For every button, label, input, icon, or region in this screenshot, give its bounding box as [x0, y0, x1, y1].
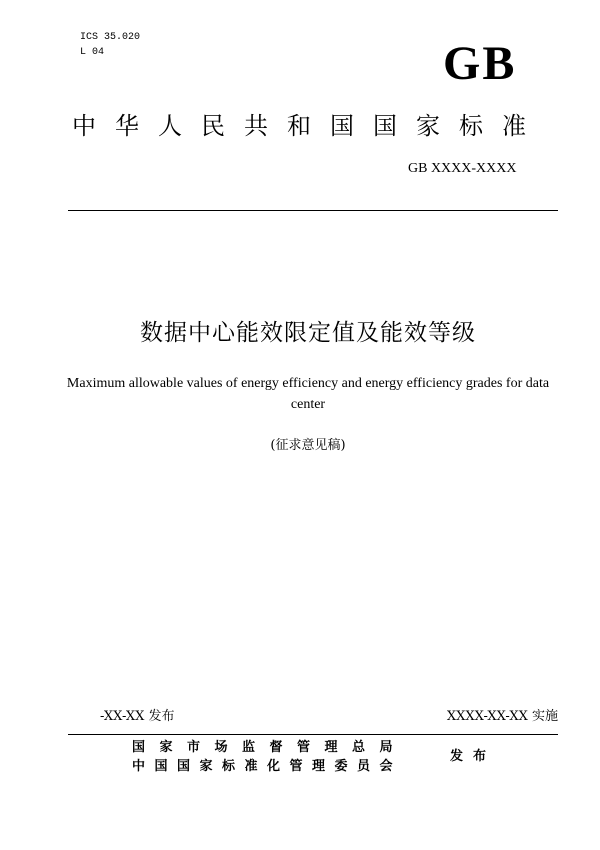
classification-codes	[80, 30, 140, 60]
ics-code: ICS 35.020	[80, 32, 141, 43]
issuing-agency-sac: 中国国家标准化管理委员会	[132, 759, 403, 774]
bottom-divider	[68, 734, 558, 735]
implementation-date: XXXX-XX-XX 实施	[446, 709, 558, 724]
standard-number: GB XXXX-XXXX	[408, 161, 517, 176]
document-title-english: Maximum allowable values of energy efficiency and energy efficiency grades for data center	[66, 376, 550, 412]
issuing-agency-samr: 国家市场监督管理总局	[132, 740, 408, 755]
gb-logo: GB	[443, 37, 517, 90]
document-title-chinese: 数据中心能效限定值及能效等级	[140, 320, 476, 346]
issue-date: -XX-XX 发布	[100, 709, 175, 724]
top-divider	[68, 210, 558, 211]
publish-label: 发布	[450, 749, 497, 764]
ccs-code: L 04	[80, 47, 105, 58]
standard-organization-title: 中华人民共和国国家标准	[72, 112, 545, 140]
draft-status: (征求意见稿)	[270, 438, 346, 453]
